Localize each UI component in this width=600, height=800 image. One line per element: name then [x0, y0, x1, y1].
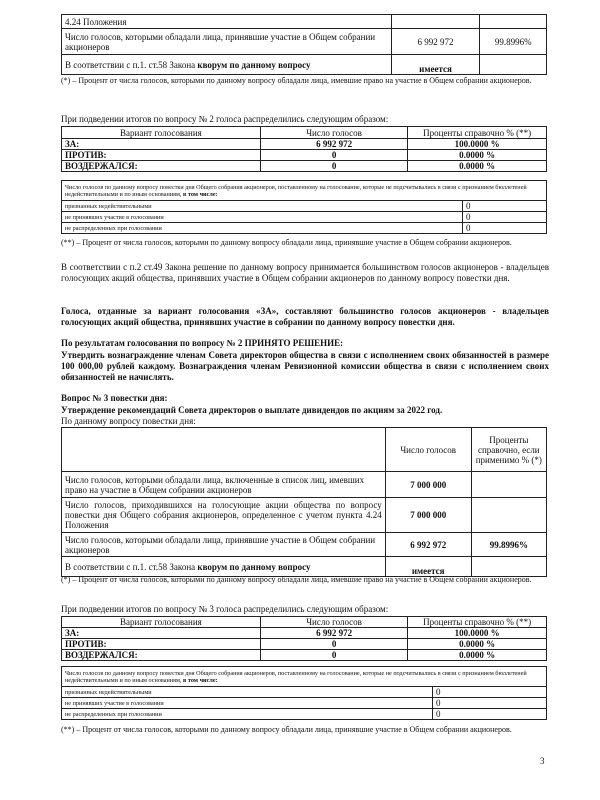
votes-value: 0 [260, 650, 407, 661]
uncounted-value: 0 [433, 698, 547, 709]
percent-value: 99.8996% [480, 29, 547, 55]
vote-option-label: ЗА: [62, 628, 261, 639]
column-header: Число голосов [385, 428, 471, 472]
column-header: Проценты справочно, если применимо % (*) [471, 428, 546, 472]
votes-value: 0 [260, 161, 407, 172]
table-cell: Число голосов, которыми обладали лица, принявшие участие в Общем собрании акционеров [62, 29, 392, 55]
uncounted-header: Число голосов по данному вопросу повестки дня Общего собрания акционеров, поставленному на голосование, которые не подсчитывались в связи с признанием бюллетеней недействительными и по иным основаниям, в том числе: [62, 667, 547, 687]
uncounted-value: 0 [463, 212, 547, 223]
agenda-item-subject: Утверждение рекомендаций Совета директоров о выплате дивидендов по акциям за 2022 год. [61, 405, 443, 415]
column-header: Вариант голосования [62, 617, 261, 628]
footnote: (**) – Процент от числа голосов, которыми по данному вопросу обладали лица, принявшие участие в Общем собрании акционеров. [61, 725, 512, 734]
uncounted-label: не принявших участие в голосовании [62, 212, 463, 223]
quorum-value: имеется [385, 557, 471, 577]
quorum-statement: В соответствии с п.1. ст.58 Закона кворум по данному вопросу [62, 557, 386, 577]
voting-results-table-q3 [61, 616, 547, 661]
uncounted-value: 0 [433, 709, 547, 720]
vote-option-label: ЗА: [62, 139, 261, 150]
percent-value: 0.0000 % [408, 650, 547, 661]
table-cell: Число голосов, которыми обладали лица, принявшие участие в Общем собрании акционеров [62, 533, 386, 557]
uncounted-label: признанных недействительными [62, 201, 463, 212]
votes-value: 7 000 000 [385, 498, 471, 533]
percent-value [471, 472, 546, 498]
agenda-item-heading: Вопрос № 3 повестки дня: [61, 393, 168, 403]
table-cell: Число голосов, которыми обладали лица, включенные в список лиц, имевших право на участие в Общем собрании акционеров [62, 472, 386, 498]
quorum-table-q3 [61, 427, 547, 577]
uncounted-votes-table-q2 [61, 180, 547, 234]
votes-value: 6 992 972 [385, 533, 471, 557]
percent-value: 100.0000 % [408, 139, 547, 150]
uncounted-value: 0 [463, 223, 547, 234]
percent-value: 100.0000 % [408, 628, 547, 639]
decision-text: Утвердить вознаграждение членам Совета директоров общества в связи с исполнением своих обязанностей в размере 100 000,00 рублей каждому. Вознаграждения членам Ревизионной комиссии общества в связи с исполнением своих обязанностей не начислять. [61, 350, 549, 382]
footnote: (**) – Процент от числа голосов, которыми по данному вопросу обладали лица, принявшие участие в Общем собрании акционеров. [61, 238, 512, 247]
votes-value: 6 992 972 [260, 139, 407, 150]
uncounted-label: не принявших участие в голосовании [62, 698, 433, 709]
vote-option-label: ВОЗДЕРЖАЛСЯ: [62, 161, 261, 172]
footnote: (*) – Процент от числа голосов, которыми по данному вопросу обладали лица, имевшие право на участие в Общем собрании акционеров. [61, 76, 532, 85]
uncounted-value: 0 [463, 201, 547, 212]
uncounted-header: Число голосов по данному вопросу повестки дня Общего собрания акционеров, поставленному на голосование, которые не подсчитывались в связи с признанием бюллетеней недействительными и по иным основаниям, в том числе: [62, 181, 547, 201]
page-number: 3 [540, 756, 545, 766]
uncounted-label: не распределенных при голосовании [62, 709, 433, 720]
uncounted-label: признанных недействительными [62, 687, 433, 698]
column-header: Число голосов [260, 127, 407, 139]
votes-value: 7 000 000 [385, 472, 471, 498]
section-intro: При подведении итогов по вопросу № 3 голоса распределились следующим образом: [61, 604, 389, 614]
votes-value: 0 [260, 150, 407, 161]
vote-option-label: ПРОТИВ: [62, 150, 261, 161]
quorum-value: имеется [391, 55, 480, 75]
percent-value: 0.0000 % [408, 639, 547, 650]
table-cell: 4.24 Положения [62, 15, 392, 29]
percent-value [471, 498, 546, 533]
votes-value: 6 992 972 [391, 29, 480, 55]
column-header: Число голосов [260, 617, 407, 628]
paragraph: В соответствии с п.2 ст.49 Закона решение по данному вопросу принимается большинством голосов акционеров - владельцев голосующих акций общества, принявших участие в Общем собрании акционеров по данному вопросу повестки дня. [61, 262, 549, 283]
uncounted-votes-table-q3 [61, 666, 547, 720]
votes-value: 0 [260, 639, 407, 650]
voting-results-table-q2 [61, 126, 547, 172]
vote-option-label: ВОЗДЕРЖАЛСЯ: [62, 650, 261, 661]
table-cell: Число голосов, приходившихся на голосующие акции общества по вопросу повестки дня Общего собрания акционеров, определенное с учетом пункта 4.24 Положения [62, 498, 386, 533]
vote-option-label: ПРОТИВ: [62, 639, 261, 650]
paragraph-majority: Голоса, отданные за вариант голосования «ЗА», составляют большинство голосов акционеров - владельцев голосующих акций общества, принявших участие в собрании по данному вопросу повестки дня. [61, 306, 549, 327]
decision-title: По результатам голосования по вопросу № 2 ПРИНЯТО РЕШЕНИЕ: [61, 338, 344, 348]
column-header: Вариант голосования [62, 127, 261, 139]
section-intro: При подведении итогов по вопросу № 2 голоса распределились следующим образом: [61, 114, 389, 124]
quorum-table-q2-continued [61, 14, 547, 75]
percent-value: 0.0000 % [408, 150, 547, 161]
quorum-statement: В соответствии с п.1. ст.58 Закона кворум по данному вопросу [62, 55, 392, 75]
column-header: Проценты справочно % (**) [408, 617, 547, 628]
footnote: (*) – Процент от числа голосов, которыми по данному вопросу обладали лица, имевшие право на участие в Общем собрании акционеров. [61, 575, 532, 584]
votes-value: 6 992 972 [260, 628, 407, 639]
percent-value: 99.8996% [471, 533, 546, 557]
uncounted-label: не распределенных при голосовании [62, 223, 463, 234]
uncounted-value: 0 [433, 687, 547, 698]
column-header: Проценты справочно % (**) [408, 127, 547, 139]
percent-value: 0.0000 % [408, 161, 547, 172]
agenda-label: По данному вопросу повестки дня: [61, 416, 196, 426]
